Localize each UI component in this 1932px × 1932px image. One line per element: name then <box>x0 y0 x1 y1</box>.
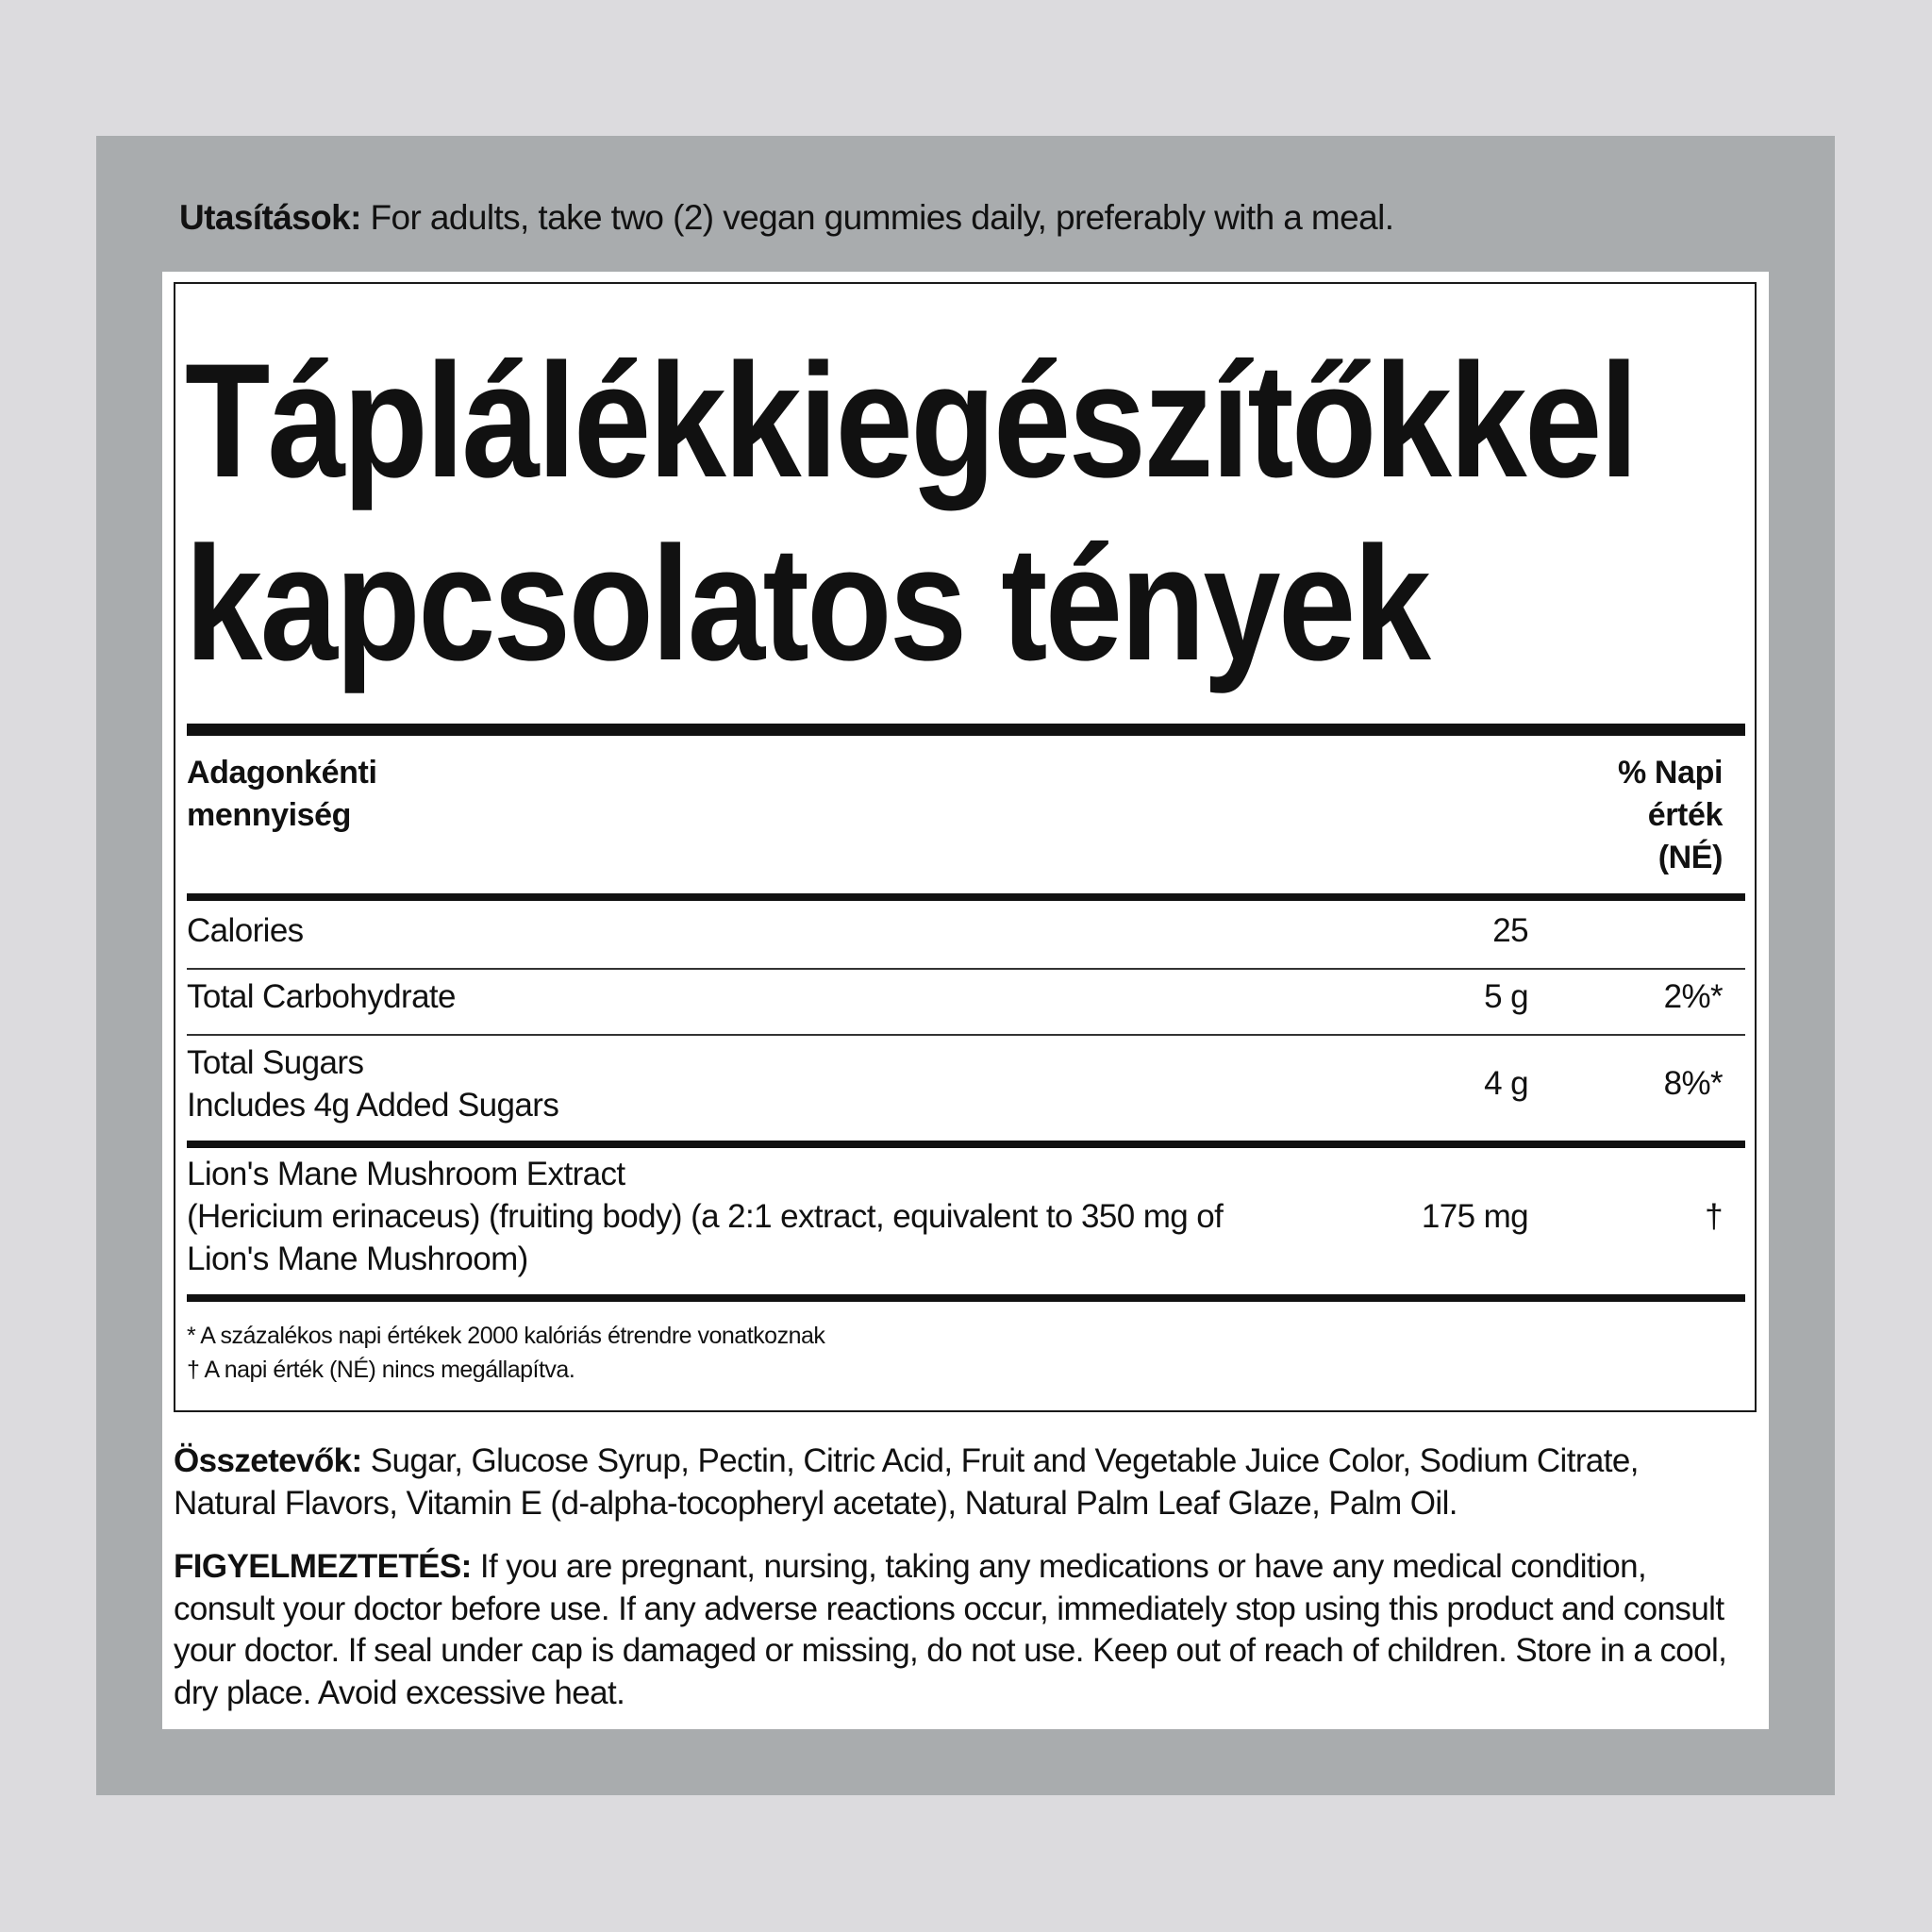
row-lions-mane-label: Lion's Mane Mushroom Extract <box>187 1156 625 1192</box>
serving-amount-header <box>187 752 564 837</box>
row-lions-mane-dv: † <box>1705 1198 1723 1235</box>
divider-thick <box>187 724 1745 736</box>
header-left-line1: Adagonkénti <box>187 755 377 791</box>
row-calories-amount: 25 <box>1492 912 1528 949</box>
row-sugars-sublabel: Includes 4g Added Sugars <box>187 1087 559 1124</box>
row-lions-mane-sublabel: (Hericium erinaceus) (fruiting body) (a 2:1 extract, equivalent to 350 mg of <box>187 1198 1224 1235</box>
header-right-line1: % Napi <box>1618 755 1723 791</box>
ingredients-text: Sugar, Glucose Syrup, Pectin, Citric Acid, Fruit and Vegetable Juice Color, Sodium Citrate, Natural Flavors, Vitamin E (d-alpha-tocopheryl acetate), Natural Palm Leaf Glaze, Palm Oil. <box>174 1442 1639 1522</box>
warning <box>174 1546 1749 1714</box>
facts-title <box>185 329 1636 695</box>
daily-value-header <box>1534 752 1723 879</box>
ingredients <box>174 1441 1749 1524</box>
row-sugars-name <box>187 1041 558 1126</box>
divider-medium <box>187 1141 1745 1148</box>
directions <box>179 198 1393 238</box>
facts-title-line2: kapcsolatos tények <box>185 513 1429 694</box>
footnote-not-established: † A napi érték (NÉ) nincs megállapítva. <box>187 1357 575 1383</box>
row-sugars-dv: 8%* <box>1663 1065 1723 1102</box>
header-right-line2: érték <box>1647 797 1723 833</box>
facts-title-line1: Táplálékkiegészítőkkel <box>185 330 1637 511</box>
row-carbohydrate-amount: 5 g <box>1484 978 1528 1015</box>
divider-thin <box>187 968 1745 970</box>
row-carbohydrate-dv: 2%* <box>1663 978 1723 1015</box>
row-lions-mane-name <box>187 1153 1223 1280</box>
directions-text: For adults, take two (2) vegan gummies daily, preferably with a meal. <box>370 198 1394 237</box>
row-calories-name: Calories <box>187 912 304 949</box>
row-lions-mane-sublabel-2: Lion's Mane Mushroom) <box>187 1241 528 1277</box>
supplement-facts-box <box>174 282 1757 1412</box>
header-left-line2: mennyiség <box>187 797 352 833</box>
row-carbohydrate-name: Total Carbohydrate <box>187 978 456 1015</box>
divider-thin <box>187 1034 1745 1036</box>
footnote-daily-values: * A százalékos napi értékek 2000 kalóriás étrendre vonatkoznak <box>187 1323 825 1349</box>
divider-medium <box>187 1294 1745 1302</box>
row-sugars-amount: 4 g <box>1484 1065 1528 1102</box>
divider-medium <box>187 893 1745 901</box>
warning-label: FIGYELMEZTETÉS: <box>174 1548 472 1585</box>
directions-label: Utasítások: <box>179 198 361 237</box>
ingredients-label: Összetevők: <box>174 1442 362 1479</box>
row-sugars-label: Total Sugars <box>187 1044 364 1081</box>
row-lions-mane-amount: 175 mg <box>1421 1198 1528 1235</box>
header-right-line3: (NÉ) <box>1657 840 1723 875</box>
warning-text: If you are pregnant, nursing, taking any medications or have any medical condition, consult your doctor before use. If any adverse reactions occur, immediately stop using this product and consult your doctor. If seal under cap is damaged or missing, do not use. Keep out of reach of children. Store in a cool, dry place. Avoid excessive heat. <box>174 1548 1727 1711</box>
